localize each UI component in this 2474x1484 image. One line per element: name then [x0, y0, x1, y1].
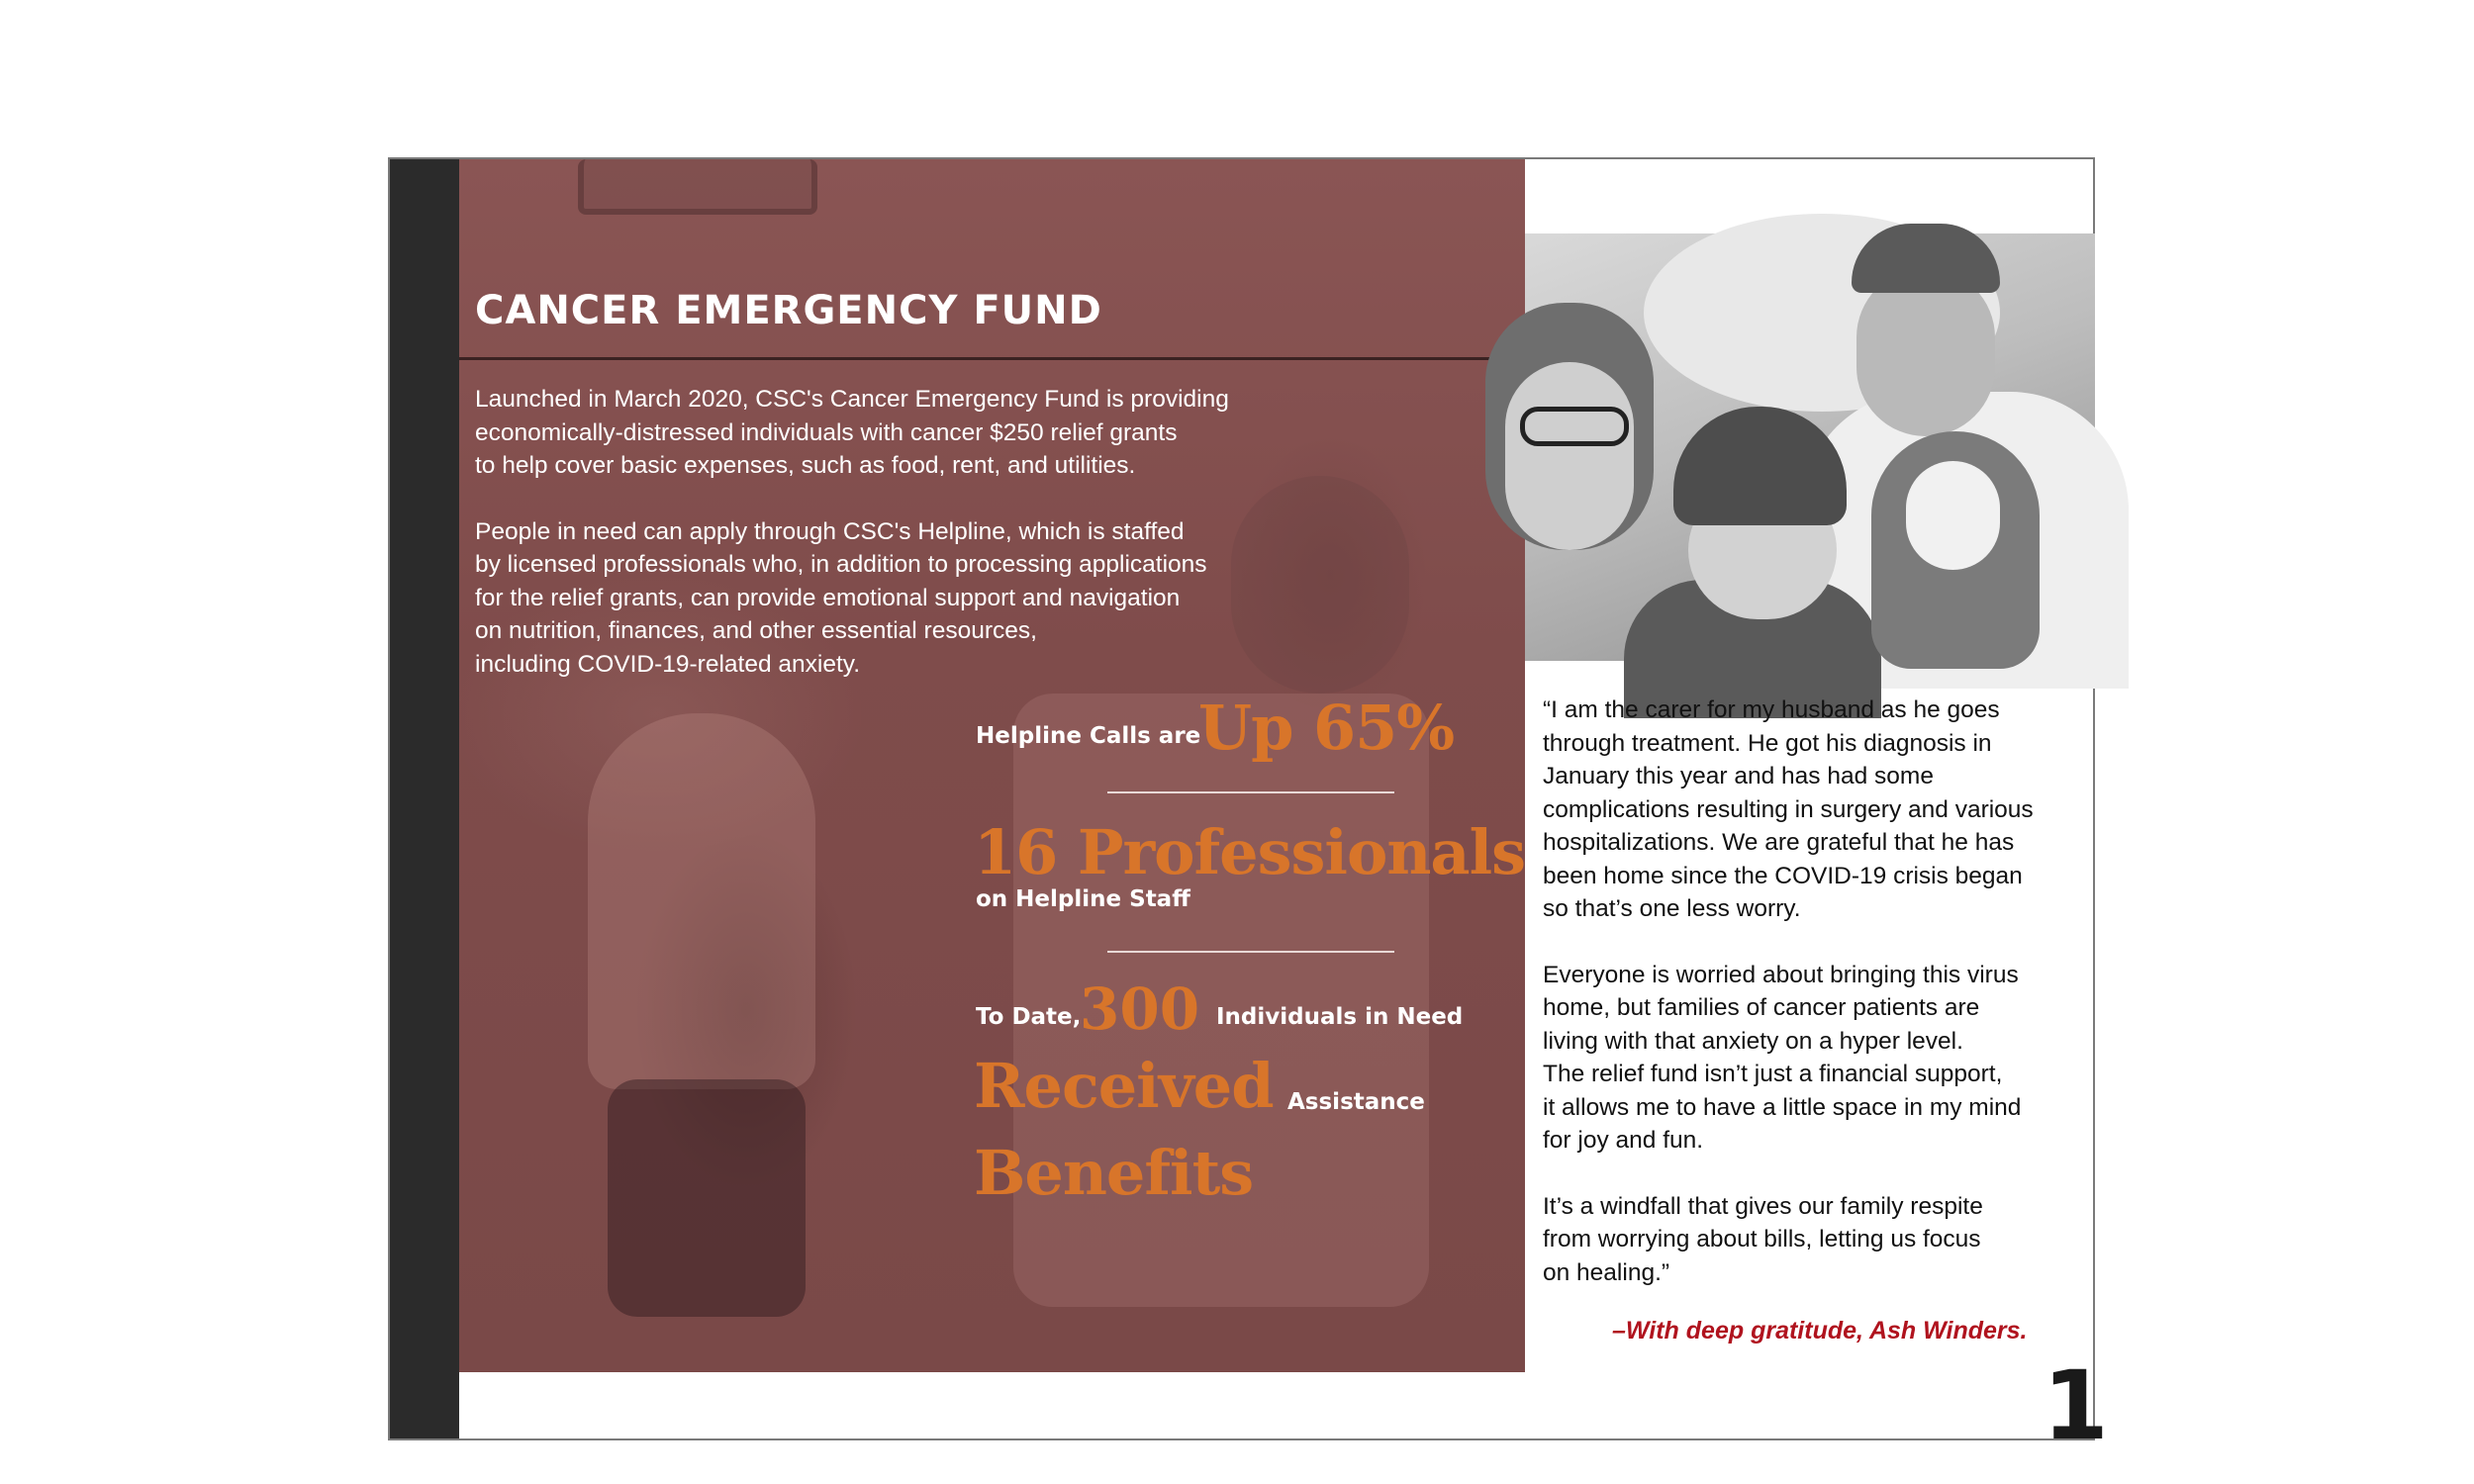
stat-divider — [1107, 951, 1394, 953]
intro-paragraph: People in need can apply through CSC's Helpline, which is staffed by licensed professionals who, in addition to processing applications for the relief grants, can provide emotional support and navigation on nutrition, finances, and other essential resources, including COVID-19-related anxiety. — [475, 517, 1207, 678]
testimonial-quote — [1543, 694, 2097, 1322]
stat-divider — [1107, 791, 1394, 793]
quote-paragraph: “I am the carer for my husband as he goes through treatment. He got his diagnosis in January this year and has had some complications resulting in surgery and various hospitalizations. We are grateful that he has been home since the COVID-19 crisis began so that’s one less worry. — [1543, 696, 2034, 922]
title-divider — [459, 357, 1525, 360]
child-legs-image — [608, 1079, 806, 1317]
individuals-label: Individuals in Need — [1216, 1004, 1464, 1030]
testimonial-signature: –With deep gratitude, Ash Winders. — [1612, 1317, 2028, 1345]
intro-paragraph: Launched in March 2020, CSC's Cancer Emergency Fund is providing economically-distressed individuals with cancer $250 relief grants to help cover basic expenses, such as food, rent, and utilities. — [475, 386, 1229, 479]
to-date-label: To Date, — [976, 1004, 1082, 1030]
professionals-label: on Helpline Staff — [976, 886, 1190, 912]
page-number: 1 — [2043, 1350, 2109, 1461]
page-spine — [390, 159, 459, 1438]
emergency-fund-panel — [459, 159, 1525, 1372]
quote-paragraph: Everyone is worried about bringing this virus home, but families of cancer patients are living with that anxiety on a hyper level. The relief fund isn’t just a financial support, it allows me to have a little space in my mind for joy and fun. — [1543, 961, 2022, 1154]
quote-paragraph: It’s a windfall that gives our family respite from worrying about bills, letting us focus on healing.” — [1543, 1192, 1983, 1286]
intro-text — [475, 383, 1286, 713]
helpline-calls-label: Helpline Calls are — [976, 723, 1201, 749]
hospital-monitor-image — [578, 159, 817, 215]
assistance-label: Assistance — [1287, 1089, 1425, 1115]
individuals-value: 300 — [1080, 975, 1200, 1043]
family-photo — [1525, 233, 2095, 661]
received-value: Received — [974, 1050, 1274, 1122]
professionals-value: 16 Professionals — [974, 816, 1526, 888]
helpline-calls-value: Up 65% — [1198, 692, 1455, 764]
child-image — [588, 713, 815, 1089]
brochure-page — [388, 157, 2109, 1461]
benefits-value: Benefits — [974, 1137, 1254, 1209]
page-title: CANCER EMERGENCY FUND — [475, 288, 1102, 333]
hospital-bed-image — [1013, 694, 1429, 1307]
